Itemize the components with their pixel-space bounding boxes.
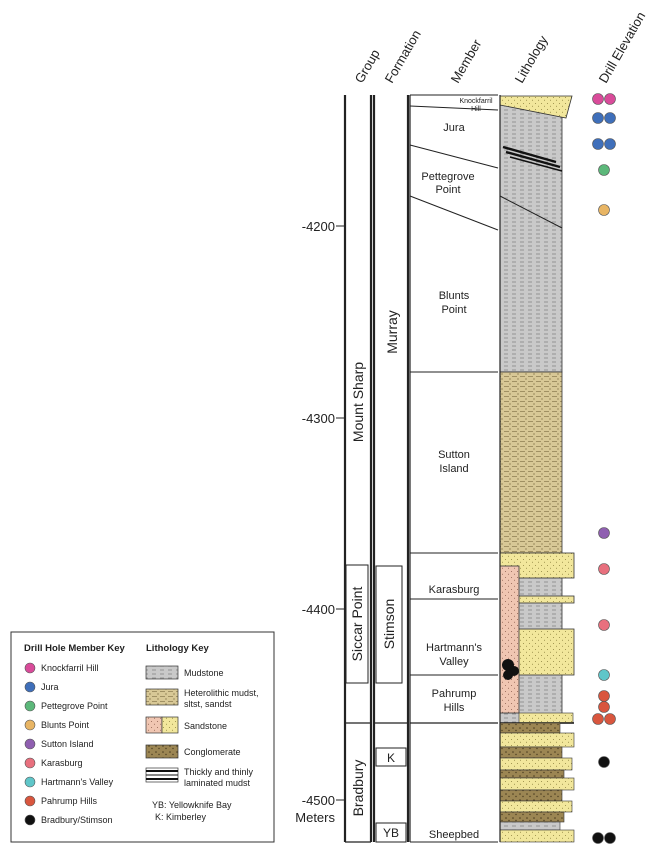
elevation-label-4400: -4400: [301, 602, 335, 617]
drill-dot-bradbury-2: [593, 833, 604, 844]
drill-key-label: Pettegrove Point: [41, 701, 108, 711]
litho-cong-1: [500, 723, 560, 733]
header-formation: Formation: [381, 27, 424, 86]
drill-key-label: Jura: [41, 682, 59, 692]
drill-dot-knockfarril-2: [605, 94, 616, 105]
member-column: [410, 95, 498, 842]
key-laminated-label-1: Thickly and thinly: [184, 767, 254, 777]
elevation-label-4200: -4200: [301, 219, 335, 234]
drill-dot-knockfarril-1: [593, 94, 604, 105]
drill-dot-blunts: [599, 205, 610, 216]
member-pahrump-1: Pahrump: [431, 688, 477, 700]
key-mudstone-swatch: [146, 666, 178, 679]
member-blunts-1: Blunts: [438, 290, 470, 302]
litho-cong-5: [500, 812, 564, 822]
member-hartmann-1: Hartmann's: [426, 642, 482, 654]
drill-dot-pahrump-4: [605, 714, 616, 725]
drill-dot-jura-2: [605, 113, 616, 124]
litho-sand-stimson-pink: [500, 566, 519, 713]
drill-dot-karasburg-1: [599, 564, 610, 575]
drill-marker-hartmann-3: [503, 670, 513, 680]
drill-key-dot: [25, 739, 35, 749]
litho-heterolithic-sutton: [500, 372, 562, 553]
key-sandstone-swatch-yellow: [162, 717, 178, 733]
key-panel: [11, 632, 274, 842]
header-lithology: Lithology: [511, 32, 551, 86]
litho-sand-b5: [500, 830, 574, 842]
formation-yb: YB: [382, 826, 400, 840]
member-pettegrove-2: Point: [435, 184, 461, 196]
litho-cong-4: [500, 790, 562, 801]
key-sandstone-label: Sandstone: [184, 721, 228, 731]
drill-dot-jura-3: [593, 139, 604, 150]
key-hetero-swatch: [146, 689, 178, 705]
abbrev-yb: YB: Yellowknife Bay: [152, 800, 232, 810]
litho-mudstone-upper: [500, 105, 562, 372]
formation-murray: Murray: [384, 310, 400, 354]
header-member: Member: [447, 36, 485, 86]
member-pahrump-2: Hills: [443, 702, 465, 714]
drill-key-dot: [25, 758, 35, 768]
drill-key-title: Drill Hole Member Key: [24, 643, 125, 654]
key-mudstone-label: Mudstone: [184, 668, 224, 678]
key-conglomerate-label: Conglomerate: [184, 747, 241, 757]
member-karasburg: Karasburg: [428, 584, 480, 596]
group-mount-sharp: Mount Sharp: [350, 361, 366, 443]
litho-cong-3: [500, 770, 564, 778]
header-drill-elevation: Drill Elevation: [595, 9, 649, 86]
lithology-column: [500, 95, 574, 842]
drill-key-label: Sutton Island: [41, 739, 94, 749]
drill-dot-pahrump-3: [593, 714, 604, 725]
litho-cong-2: [500, 747, 562, 758]
group-siccar-point: Siccar Point: [349, 586, 365, 662]
elevation-units: Meters: [295, 810, 335, 825]
drill-key-dot: [25, 663, 35, 673]
drill-key-label: Karasburg: [41, 758, 83, 768]
drill-dot-hartmann: [599, 670, 610, 681]
drill-dot-pahrump-1: [599, 691, 610, 702]
key-hetero-label-1: Heterolithic mudst,: [184, 688, 259, 698]
litho-sand-b3: [500, 778, 574, 790]
litho-sand-b1: [500, 733, 574, 747]
member-sutton-2: Island: [439, 463, 469, 475]
key-conglomerate-swatch: [146, 745, 178, 758]
drill-key-dot: [25, 682, 35, 692]
member-sheepbed: Sheepbed: [428, 829, 480, 841]
group-column: [345, 95, 371, 842]
drill-dot-sutton: [599, 528, 610, 539]
member-blunts-2: Point: [441, 304, 467, 316]
key-sandstone-swatch-pink: [146, 717, 162, 733]
member-pettegrove-1: Pettegrove: [421, 171, 475, 183]
drill-key-dot: [25, 720, 35, 730]
drill-key-dot: [25, 796, 35, 806]
drill-dot-jura-1: [593, 113, 604, 124]
header-group: Group: [351, 46, 383, 86]
abbrev-k: K: Kimberley: [155, 812, 207, 822]
elevation-label-4300: -4300: [301, 411, 335, 426]
drill-key-dot: [25, 701, 35, 711]
drill-key-label: Bradbury/Stimson: [41, 815, 113, 825]
drill-elevation-column: [593, 94, 616, 844]
drill-key-label: Hartmann's Valley: [41, 777, 114, 787]
drill-key-label: Knockfarril Hill: [41, 663, 99, 673]
drill-dot-bradbury-1: [599, 757, 610, 768]
elevation-label-4500: -4500: [301, 793, 335, 808]
drill-dot-karasburg-2: [599, 620, 610, 631]
drill-key-dot: [25, 777, 35, 787]
member-sutton-1: Sutton: [438, 449, 470, 461]
litho-sand-pahrump-base: [519, 713, 573, 723]
drill-key-label: Blunts Point: [41, 720, 90, 730]
member-knockfarril-2: Hill: [471, 106, 481, 113]
litho-key-title: Lithology Key: [146, 643, 209, 654]
member-knockfarril-1: Knockfarril: [459, 98, 493, 105]
formation-stimson: Stimson: [381, 598, 397, 650]
drill-dot-jura-4: [605, 139, 616, 150]
litho-mud-sheepbed: [500, 822, 560, 830]
drill-dot-pettegrove: [599, 165, 610, 176]
member-jura: Jura: [443, 122, 465, 134]
drill-dot-pahrump-2: [599, 702, 610, 713]
litho-sand-b2: [500, 758, 572, 770]
key-laminated-label-2: laminated mudst: [184, 778, 251, 788]
formation-k: K: [386, 751, 396, 765]
drill-dot-bradbury-3: [605, 833, 616, 844]
drill-key-label: Pahrump Hills: [41, 796, 98, 806]
key-hetero-label-2: sltst, sandst: [184, 699, 232, 709]
litho-sand-b4: [500, 801, 572, 812]
group-bradbury: Bradbury: [350, 759, 366, 817]
member-hartmann-2: Valley: [439, 656, 469, 668]
formation-column: [374, 95, 408, 842]
drill-key-dot: [25, 815, 35, 825]
elevation-axis: [295, 219, 345, 825]
key-laminated-swatch: [146, 768, 178, 782]
